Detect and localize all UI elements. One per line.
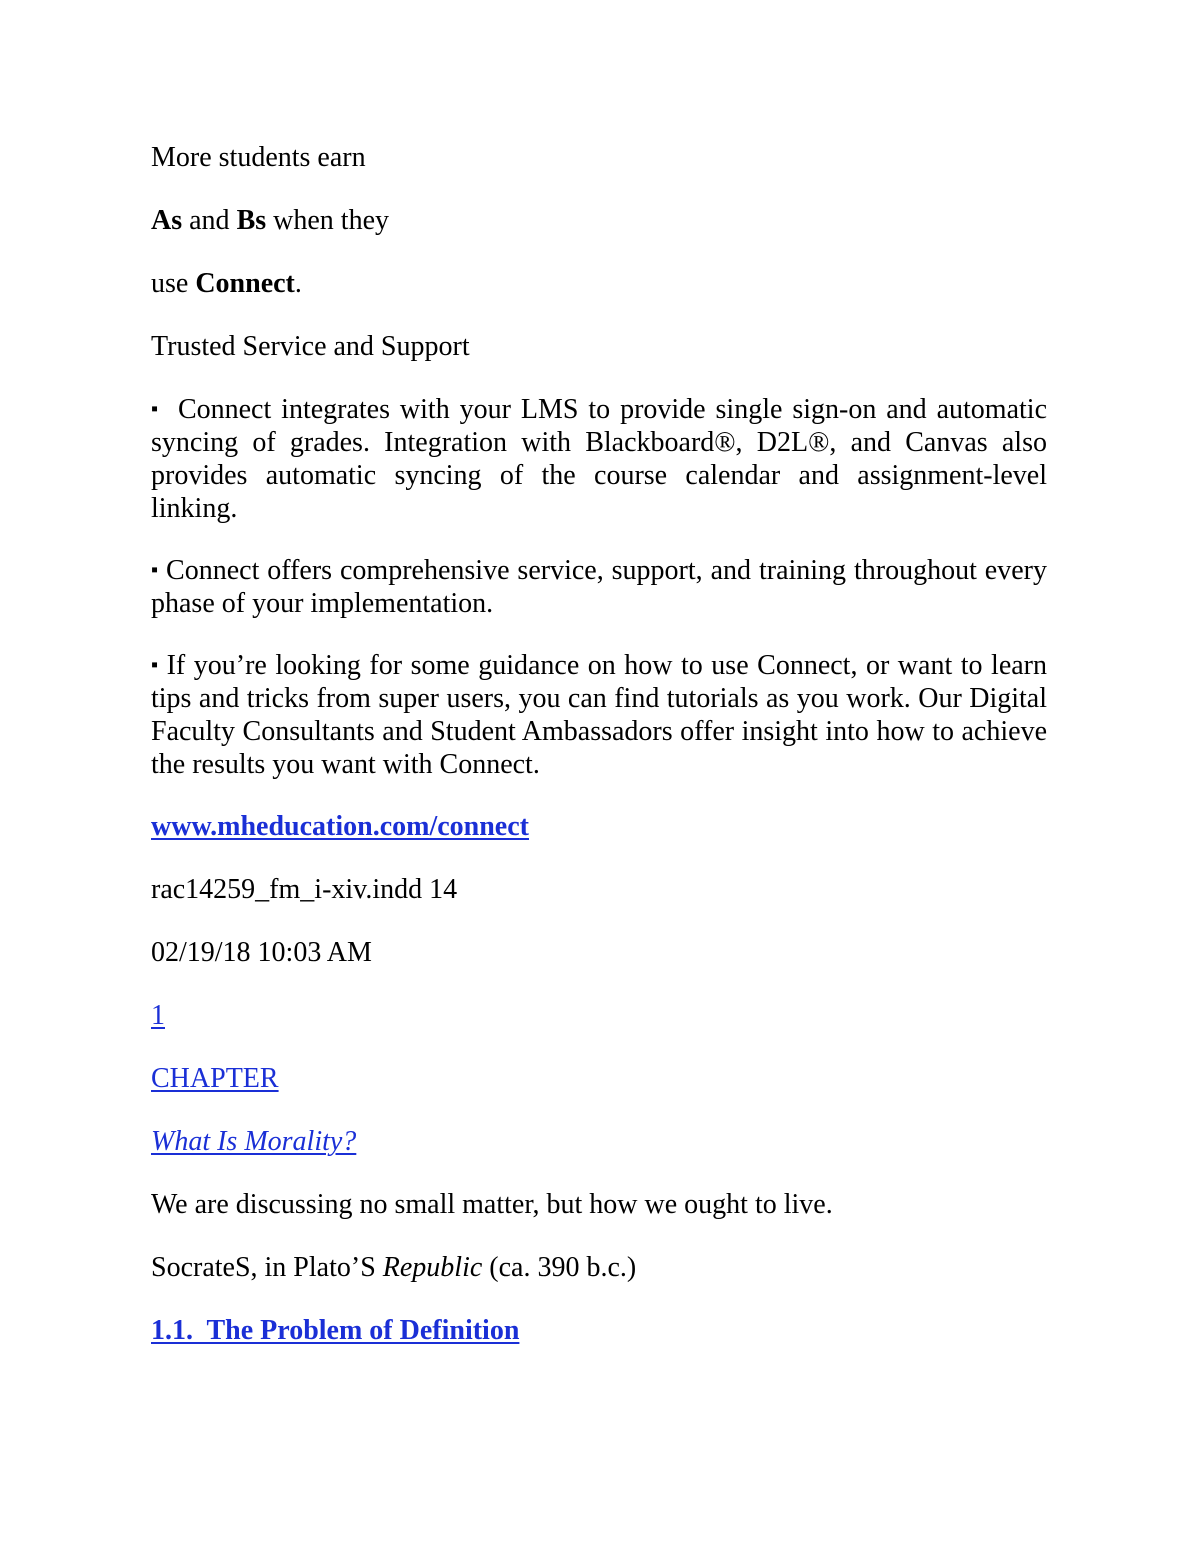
- connect-bold-text: Connect: [195, 268, 295, 299]
- bullet-marker: ▪: [151, 559, 159, 581]
- trusted-service-heading: [151, 330, 1047, 363]
- timestamp-text: 02/19/18 10:03 AM: [151, 937, 372, 968]
- trusted-service-text: Trusted Service and Support: [151, 331, 470, 362]
- attribution-work: Republic: [382, 1252, 483, 1283]
- bullet-paragraph-lms: [151, 393, 1047, 525]
- bullet-text-lms: Connect integrates with your LMS to provide single sign-on and automatic syncing of grades. Integration with Blackboard®, D2L®, and Canvas also provides automatic syncing of the course calendar and assignment-level linking.: [151, 394, 1047, 524]
- text-line-use-connect: [151, 267, 1047, 300]
- as-bold-text: As: [151, 205, 183, 236]
- file-name-text: rac14259_fm_i-xiv.indd 14: [151, 874, 458, 905]
- text-line-as-bs: [151, 204, 1047, 237]
- chapter-number-line: [151, 999, 1047, 1032]
- bullet-marker: ▪: [151, 398, 159, 420]
- bullet-marker: ▪: [151, 654, 159, 676]
- attribution-author: SocrateS, in Plato’S: [151, 1252, 383, 1283]
- url-line: [151, 810, 1047, 843]
- period-text: .: [294, 268, 302, 299]
- epigraph-attribution: [151, 1251, 1047, 1284]
- bs-bold-text: Bs: [236, 205, 267, 236]
- chapter-title-link[interactable]: What Is Morality?: [151, 1126, 357, 1157]
- use-text: use: [151, 268, 196, 299]
- chapter-title-line: [151, 1125, 1047, 1158]
- section-heading-line: [151, 1314, 1047, 1347]
- quote-text: We are discussing no small matter, but how we ought to live.: [151, 1189, 833, 1220]
- bullet-text-service: Connect offers comprehensive service, support, and training throughout every phase of your implementation.: [151, 555, 1047, 619]
- file-name-line: [151, 873, 1047, 906]
- section-heading-link[interactable]: 1.1. The Problem of Definition: [151, 1315, 520, 1346]
- document-page: [151, 141, 1047, 1377]
- bullet-paragraph-service: [151, 554, 1047, 620]
- when-they-text: when they: [266, 205, 389, 236]
- bullet-text-guidance: If you’re looking for some guidance on how to use Connect, or want to learn tips and tricks from super users, you can find tutorials as you work. Our Digital Faculty Consultants and Student Ambassadors offer insight into how to achieve the results you want with Connect.: [151, 650, 1047, 780]
- epigraph-quote: [151, 1188, 1047, 1221]
- bullet-paragraph-guidance: [151, 649, 1047, 781]
- attribution-date: (ca. 390 b.c.): [482, 1252, 637, 1283]
- text-line-more-students: [151, 141, 1047, 174]
- chapter-label-link[interactable]: CHAPTER: [151, 1063, 279, 1094]
- and-text: and: [182, 205, 237, 236]
- timestamp-line: [151, 936, 1047, 969]
- more-students-text: More students earn: [151, 142, 366, 173]
- mheducation-connect-link[interactable]: www.mheducation.com/connect: [151, 811, 529, 842]
- chapter-label-line: [151, 1062, 1047, 1095]
- chapter-number-link[interactable]: 1: [151, 1000, 165, 1031]
